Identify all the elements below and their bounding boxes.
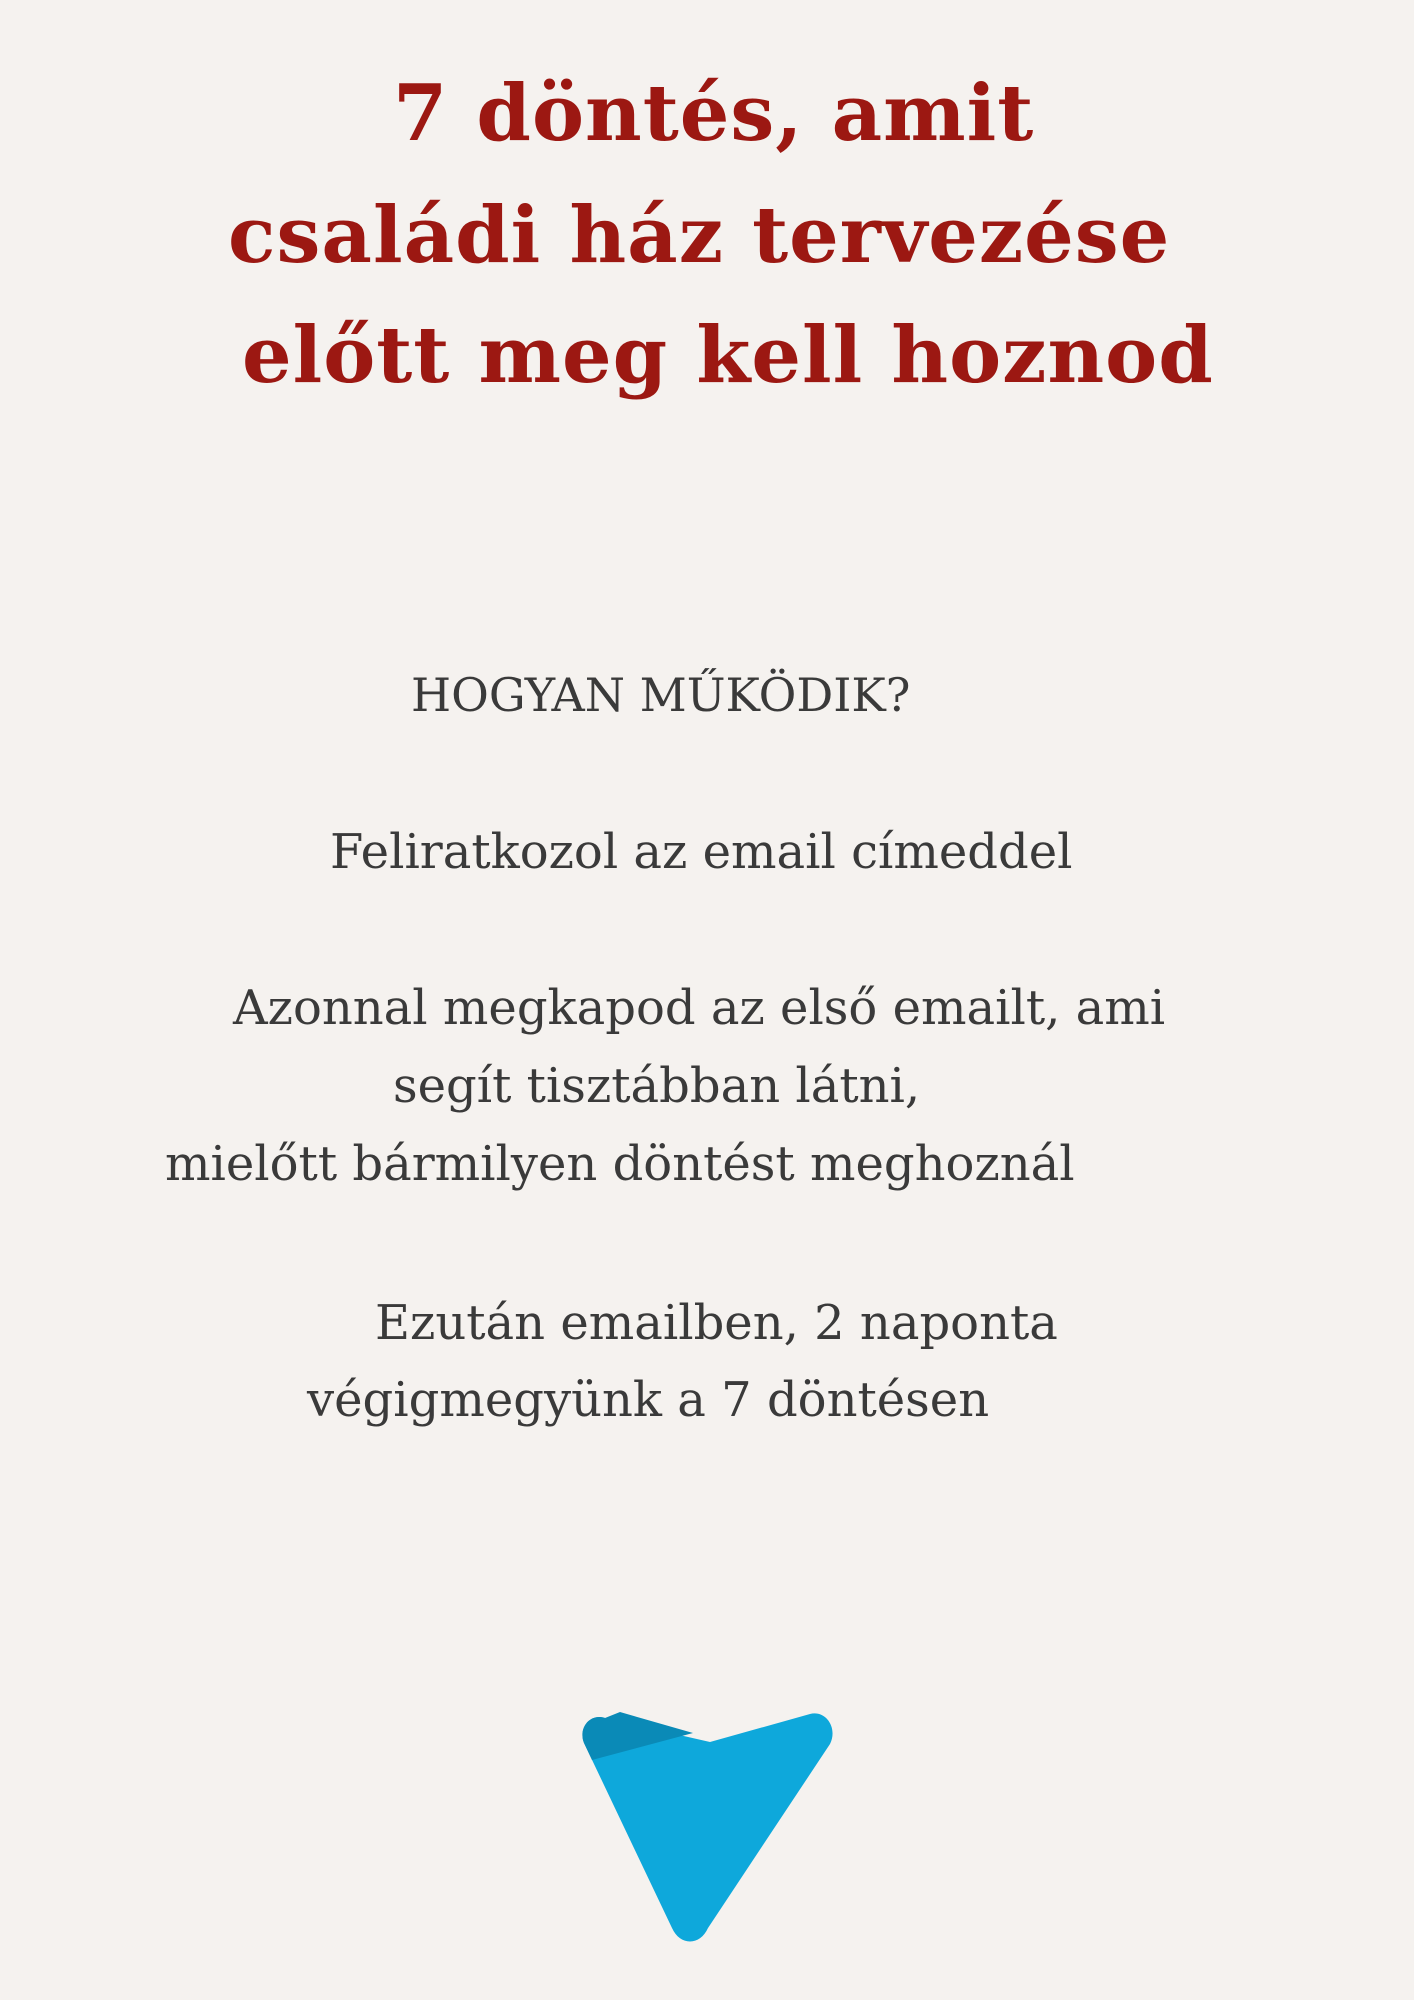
step-2-line-3: mielőtt bármilyen döntést meghoznál: [165, 1136, 1075, 1192]
step-2-line-1: Azonnal megkapod az első emailt, ami: [233, 980, 1166, 1036]
title-line-2: családi ház tervezése: [228, 190, 1171, 281]
step-2-line-2: segít tisztábban látni,: [393, 1058, 921, 1114]
how-it-works-heading: HOGYAN MŰKÖDIK?: [411, 668, 911, 722]
step-3-line-1: Ezután emailben, 2 naponta: [375, 1295, 1058, 1351]
triangle-arrow-down-icon: [560, 1698, 850, 1958]
step-3-line-2: végigmegyünk a 7 döntésen: [307, 1372, 990, 1428]
title-line-1: 7 döntés, amit: [393, 68, 1035, 159]
title-line-3: előtt meg kell hoznod: [242, 310, 1214, 401]
step-1-line-1: Feliratkozol az email címeddel: [330, 824, 1073, 880]
